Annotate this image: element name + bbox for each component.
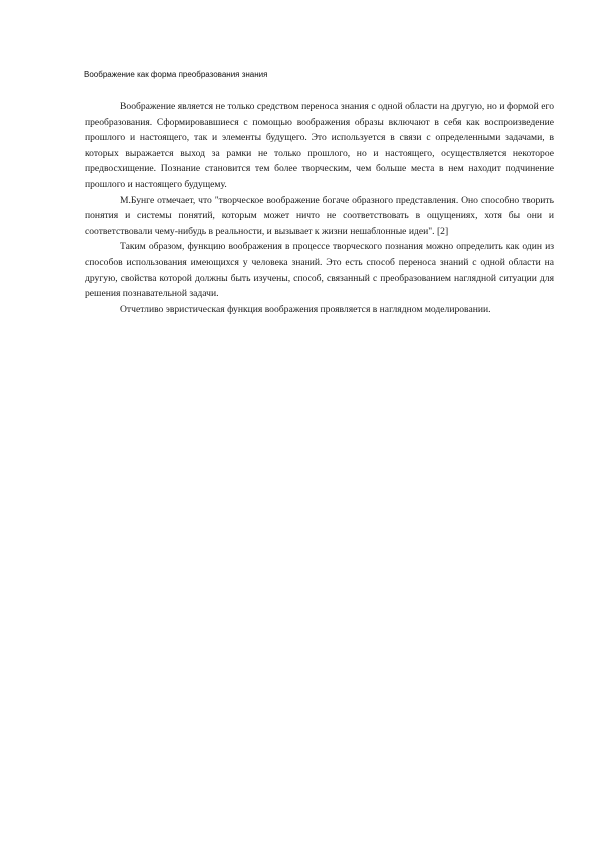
paragraph-1: Воображение является не только средством переноса знания с одной области на другую, но и формой его преобразования. Сформировавшиеся с помощью воображения образы включают в себя как воспроизведение прошлого и настоящего, так и элементы будущего. Это используется в связи с определенными задачами, в которых выражается выход за рамки не только прошлого, но и настоящего, осуществляется некоторое предвосхищение. Познание становится тем более творческим, чем больше места в нем находит подчинение прошлого и настоящего будущему. [85, 101, 554, 190]
document-body [85, 99, 554, 317]
paragraph-2: М.Бунге отмечает, что "творческое воображение богаче образного представления. Оно способно творить понятия и системы понятий, которым может ничто не соответствовать в ощущениях, хотя бы они и соответствовали чему-нибудь в реальности, и вызывает к жизни нешаблонные идеи". [2] [85, 194, 554, 237]
document-heading: Воображение как форма преобразования знания [84, 70, 268, 79]
paragraph-4: Отчетливо эвристическая функция воображения проявляется в наглядном моделировании. [120, 303, 491, 315]
paragraph-3: Таким образом, функцию воображения в процессе творческого познания можно определить как один из способов использования имеющихся у человека знаний. Это есть способ переноса знаний с одной области на другую, свойства которой должны быть изучены, способ, связанный с преобразованием наглядной ситуации для решения познавательной задачи. [85, 241, 554, 300]
